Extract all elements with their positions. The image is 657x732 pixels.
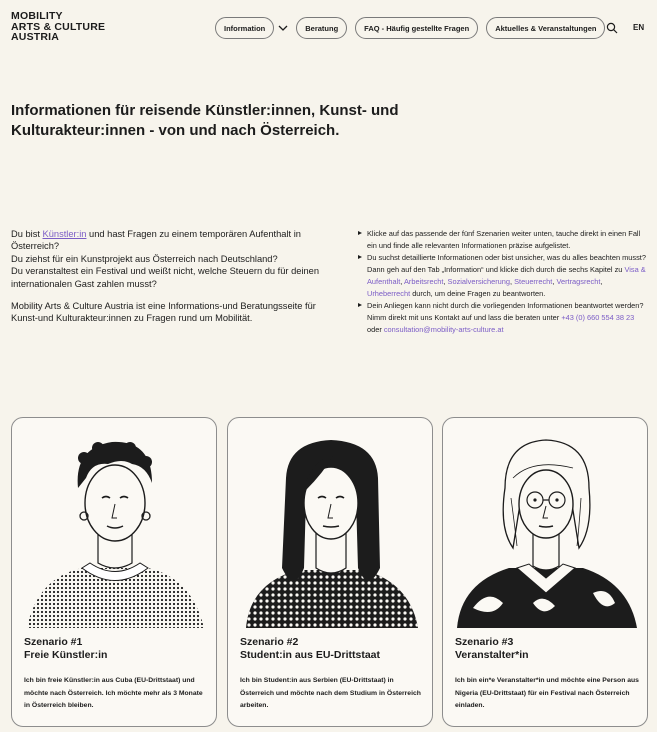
logo-line-1: MOBILITY xyxy=(11,10,63,22)
phone-link[interactable]: +43 (0) 660 554 38 23 xyxy=(561,313,635,322)
scenario-name-2: Student:in aus EU-Drittstaat xyxy=(240,649,381,661)
chevron-down-icon[interactable] xyxy=(276,17,290,39)
scenario-title-2 xyxy=(240,636,380,662)
bullet-2: Du suchst detaillierte Informationen oder bist unsicher, was du alles beachten musst? Dann geh auf den Tab „Information“ und klicke dich durch die sechs Kapitel zu Visa & Aufenthalt, Arbeitsrecht, Sozialversicherung, Steuerrecht, Vertragsrecht, Urheberrecht durch, um deine Fragen zu beantworten. xyxy=(357,252,647,300)
portrait-illustration-3 xyxy=(443,418,648,628)
intro-line1: und hast Fragen zu einem temporären Aufenthalt in Österreich? xyxy=(11,229,301,252)
nav-faq[interactable]: FAQ - Häufig gestellte Fragen xyxy=(355,17,478,39)
info-bullets xyxy=(357,228,647,336)
nav-beratung[interactable]: Beratung xyxy=(296,17,347,39)
link-arbeitsrecht[interactable]: Arbeitsrecht xyxy=(404,277,444,286)
scenario-desc-3: Ich bin ein*e Veranstalter*in und möchte eine Person aus Nigeria (EU-Drittstaat) für ein Festival nach Österreich einladen. xyxy=(455,677,639,709)
bullet-3 xyxy=(357,300,647,336)
bullet-3-text: Dein Anliegen kann nicht durch die vorliegenden Informationen beantwortet werden? Nimm direkt mit uns Kontakt auf und lass die beraten unter xyxy=(367,301,644,322)
search-icon[interactable] xyxy=(606,21,620,35)
intro-line2: Du ziehst für ein Kunstprojekt aus Österreich nach Deutschland? xyxy=(11,253,278,264)
language-switch[interactable]: EN xyxy=(633,23,645,32)
intro-line3: Du veranstaltest ein Festival und weißt nicht, welche Steuern du für deinen internationalen Gast zahlen musst? xyxy=(11,266,319,289)
scenario-card-1[interactable] xyxy=(11,417,217,727)
logo-line-2: ARTS & CULTURE xyxy=(11,20,106,33)
link-visa[interactable]: Visa & Aufenthalt xyxy=(367,265,646,286)
page-title: Informationen für reisende Künstler:innen, Kunst- und Kulturakteur:innen - von und nach Österreich. xyxy=(11,102,399,139)
link-vertragsrecht[interactable]: Vertragsrecht xyxy=(556,277,601,286)
scenario-card-3[interactable] xyxy=(442,417,648,727)
scenario-name-3: Veranstalter*in xyxy=(455,649,529,661)
bullet-2-text: Du suchst detaillierte Informationen oder bist unsicher, was du alles beachten musst? Dann geh auf den Tab „Information“ und klicke dich durch die sechs Kapitel zu xyxy=(367,253,646,274)
scenario-name-1: Freie Künstler:in xyxy=(24,649,108,661)
scenario-card-2[interactable] xyxy=(227,417,433,727)
scenario-desc-2: Ich bin Student:in aus Serbien (EU-Drittstaat) in Österreich und möchte nach dem Studium in Österreich arbeiten. xyxy=(240,677,421,709)
site-logo[interactable] xyxy=(11,11,105,43)
scenario-number-3: Szenario #3 xyxy=(455,636,514,648)
link-urheberrecht[interactable]: Urheberrecht xyxy=(367,289,411,298)
scenario-desc-1: Ich bin freie Künstler:in aus Cuba (EU-Drittstaat) und möchte nach Österreich. Ich möchte mehr als 3 Monate in Österreich bleiben. xyxy=(24,677,203,709)
logo-line-3: AUSTRIA xyxy=(11,31,60,43)
scenario-title-1 xyxy=(24,636,107,662)
portrait-illustration-1 xyxy=(12,418,217,628)
email-link[interactable]: consultation@mobility-arts-culture.at xyxy=(383,325,504,334)
link-sozialversicherung[interactable]: Sozialversicherung xyxy=(447,277,510,286)
intro-prefix: Du bist xyxy=(11,229,43,239)
bullet-2-end: durch, um deine Fragen zu beantworten. xyxy=(410,289,546,298)
bullet-3-or: oder xyxy=(367,325,384,334)
intro-paragraph-1 xyxy=(11,228,329,290)
scenario-title-3 xyxy=(455,636,529,662)
intro-text xyxy=(11,228,329,325)
link-steuerrecht[interactable]: Steuerrecht xyxy=(514,277,553,286)
scenario-number-2: Szenario #2 xyxy=(240,636,299,648)
intro-paragraph-2: Mobility Arts & Culture Austria ist eine Informations-und Beratungsseite für Kunst-und Kulturakteur:innen zu Fragen rund um Mobilität. xyxy=(11,301,316,324)
scenario-number-1: Szenario #1 xyxy=(24,636,83,648)
kuenstler-link[interactable]: Künstler:in xyxy=(42,229,87,239)
bullet-1: Klicke auf das passende der fünf Szenarien weiter unten, tauche direkt in einen Fall ein und finde alle relevanten Informationen präzise aufgelistet. xyxy=(357,228,647,252)
nav-information[interactable]: Information xyxy=(215,17,274,39)
main-nav xyxy=(215,17,605,39)
portrait-illustration-2 xyxy=(228,418,433,628)
nav-aktuelles[interactable]: Aktuelles & Veranstaltungen xyxy=(486,17,605,39)
